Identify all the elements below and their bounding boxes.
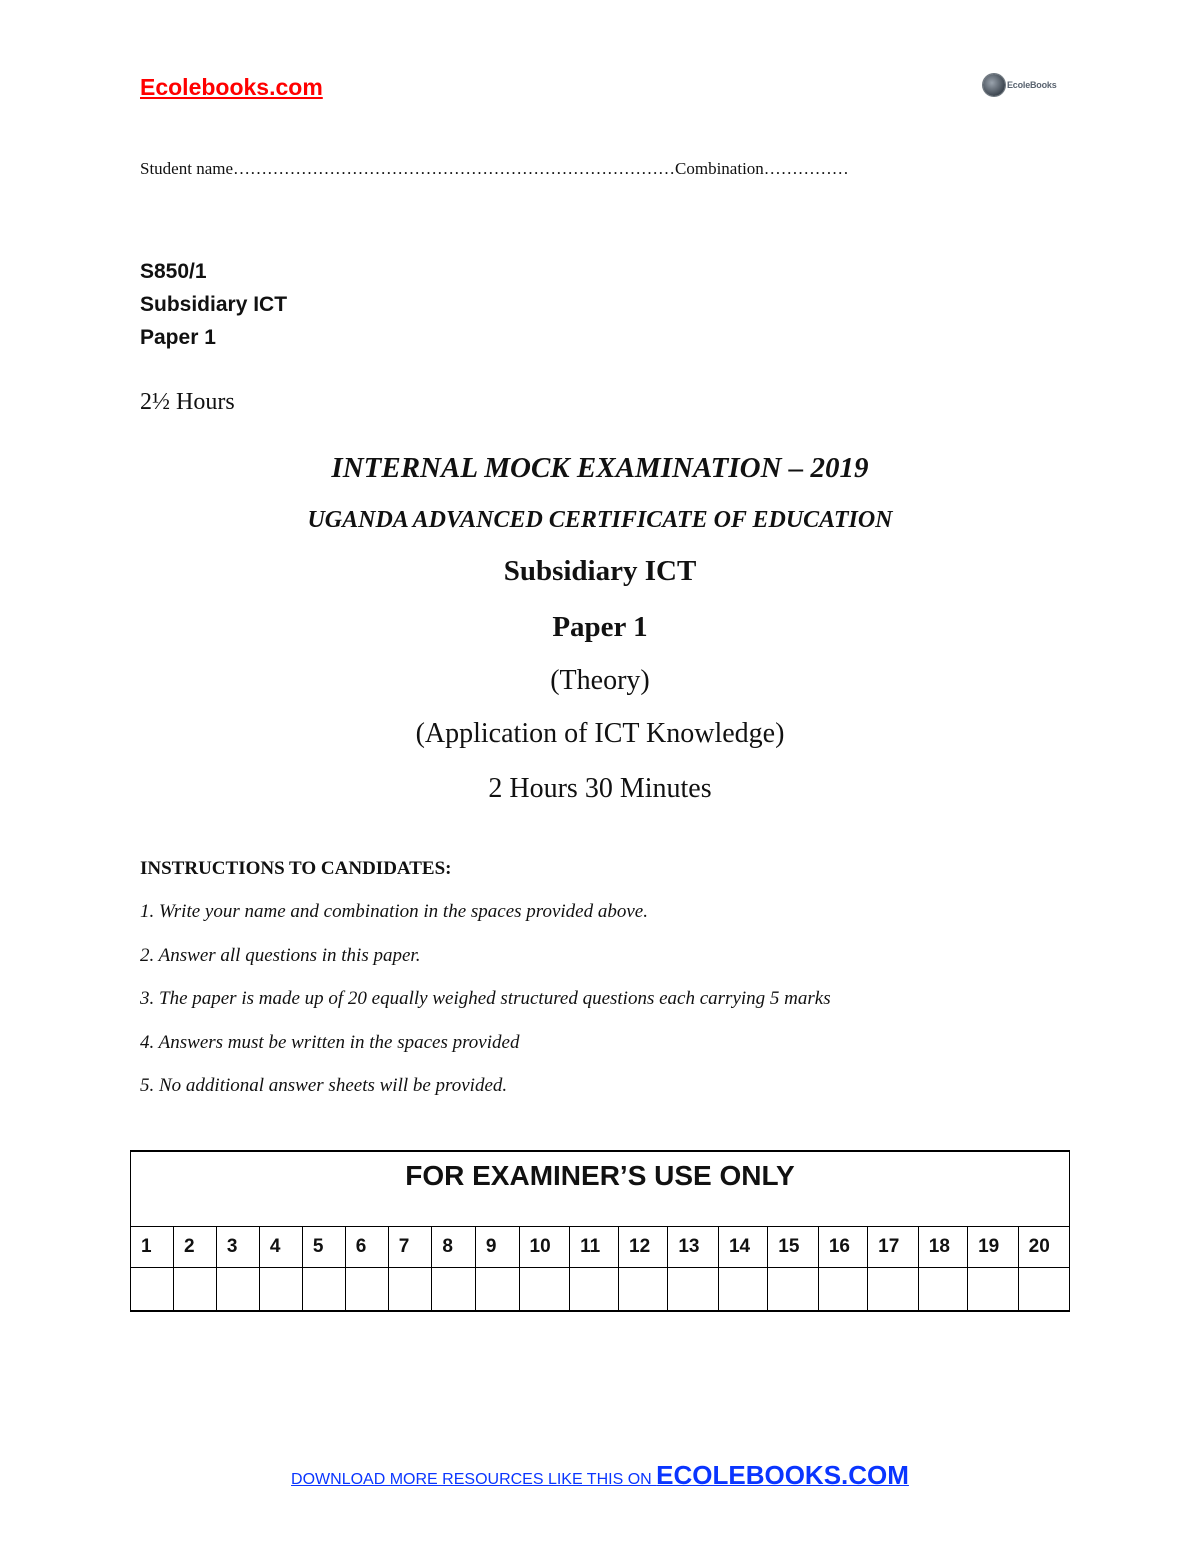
marks-cell[interactable] xyxy=(302,1268,345,1312)
question-number-cell: 7 xyxy=(388,1227,432,1268)
paper-code-block xyxy=(140,255,287,354)
footer-download-link[interactable] xyxy=(0,1460,1200,1491)
paper-subject: Subsidiary ICT xyxy=(140,293,288,316)
marks-cell[interactable] xyxy=(668,1268,719,1312)
marks-cell[interactable] xyxy=(718,1268,767,1312)
instructions-heading: INSTRUCTIONS TO CANDIDATES: xyxy=(140,858,452,879)
question-number-cell: 20 xyxy=(1018,1227,1069,1268)
logo-text: EcoleBooks xyxy=(1007,80,1057,90)
instructions-list xyxy=(140,900,831,1118)
footer-prefix[interactable]: DOWNLOAD MORE RESOURCES LIKE THIS ON xyxy=(291,1471,657,1488)
marks-cell[interactable] xyxy=(475,1268,519,1312)
question-number-cell: 4 xyxy=(259,1227,302,1268)
question-number-row xyxy=(131,1227,1070,1268)
instruction-item: 5. No additional answer sheets will be provided. xyxy=(140,1075,508,1096)
question-number-cell: 16 xyxy=(818,1227,867,1268)
marks-cell[interactable] xyxy=(818,1268,867,1312)
marks-cell[interactable] xyxy=(131,1268,174,1312)
marks-cell[interactable] xyxy=(216,1268,259,1312)
question-number-cell: 17 xyxy=(868,1227,919,1268)
marks-cell[interactable] xyxy=(918,1268,967,1312)
paper-title: Paper 1 xyxy=(552,611,648,643)
instruction-item: 3. The paper is made up of 20 equally weighed structured questions each carrying 5 marks xyxy=(140,988,831,1009)
question-number-cell: 15 xyxy=(768,1227,819,1268)
question-number-cell: 3 xyxy=(216,1227,259,1268)
duration-label: 2 Hours 30 Minutes xyxy=(488,773,712,804)
question-number-cell: 8 xyxy=(432,1227,476,1268)
question-number-cell: 1 xyxy=(131,1227,174,1268)
ecolebooks-logo xyxy=(983,72,1059,98)
application-label: (Application of ICT Knowledge) xyxy=(415,718,785,749)
examiner-table-title: FOR EXAMINER’S USE ONLY xyxy=(131,1151,1070,1227)
marks-cell[interactable] xyxy=(345,1268,388,1312)
footer-site[interactable]: ECOLEBOOKS.COM xyxy=(656,1460,909,1490)
student-name-combination-line: Student name……………………………………………………………………Combination…………… xyxy=(140,159,849,178)
question-number-cell: 10 xyxy=(519,1227,570,1268)
subject-title: Subsidiary ICT xyxy=(503,555,697,587)
examiner-use-table xyxy=(130,1150,1070,1312)
marks-cell[interactable] xyxy=(388,1268,432,1312)
exam-title: INTERNAL MOCK EXAMINATION – 2019 xyxy=(331,452,869,484)
question-number-cell: 14 xyxy=(718,1227,767,1268)
marks-row xyxy=(131,1268,1070,1312)
marks-cell[interactable] xyxy=(519,1268,570,1312)
marks-cell[interactable] xyxy=(432,1268,476,1312)
question-number-cell: 5 xyxy=(302,1227,345,1268)
marks-cell[interactable] xyxy=(259,1268,302,1312)
paper-code: S850/1 xyxy=(140,260,207,283)
site-link[interactable]: Ecolebooks.com xyxy=(140,74,323,100)
question-number-cell: 11 xyxy=(570,1227,619,1268)
question-number-cell: 19 xyxy=(968,1227,1019,1268)
short-duration: 2½ Hours xyxy=(140,389,235,415)
theory-label: (Theory) xyxy=(550,665,650,696)
question-number-cell: 6 xyxy=(345,1227,388,1268)
question-number-cell: 9 xyxy=(475,1227,519,1268)
marks-cell[interactable] xyxy=(1018,1268,1069,1312)
marks-cell[interactable] xyxy=(570,1268,619,1312)
instruction-item: 4. Answers must be written in the spaces provided xyxy=(140,1031,520,1053)
question-number-cell: 12 xyxy=(619,1227,668,1268)
marks-cell[interactable] xyxy=(619,1268,668,1312)
question-number-cell: 18 xyxy=(918,1227,967,1268)
instruction-item: 1. Write your name and combination in the spaces provided above. xyxy=(140,901,648,922)
marks-cell[interactable] xyxy=(968,1268,1019,1312)
certificate-title: UGANDA ADVANCED CERTIFICATE OF EDUCATION xyxy=(307,507,893,533)
question-number-cell: 2 xyxy=(173,1227,216,1268)
marks-cell[interactable] xyxy=(173,1268,216,1312)
instruction-item: 2. Answer all questions in this paper. xyxy=(140,944,421,966)
logo-globe-icon xyxy=(983,74,1005,96)
question-number-cell: 13 xyxy=(668,1227,719,1268)
marks-cell[interactable] xyxy=(868,1268,919,1312)
paper-number: Paper 1 xyxy=(140,326,216,349)
marks-cell[interactable] xyxy=(768,1268,819,1312)
